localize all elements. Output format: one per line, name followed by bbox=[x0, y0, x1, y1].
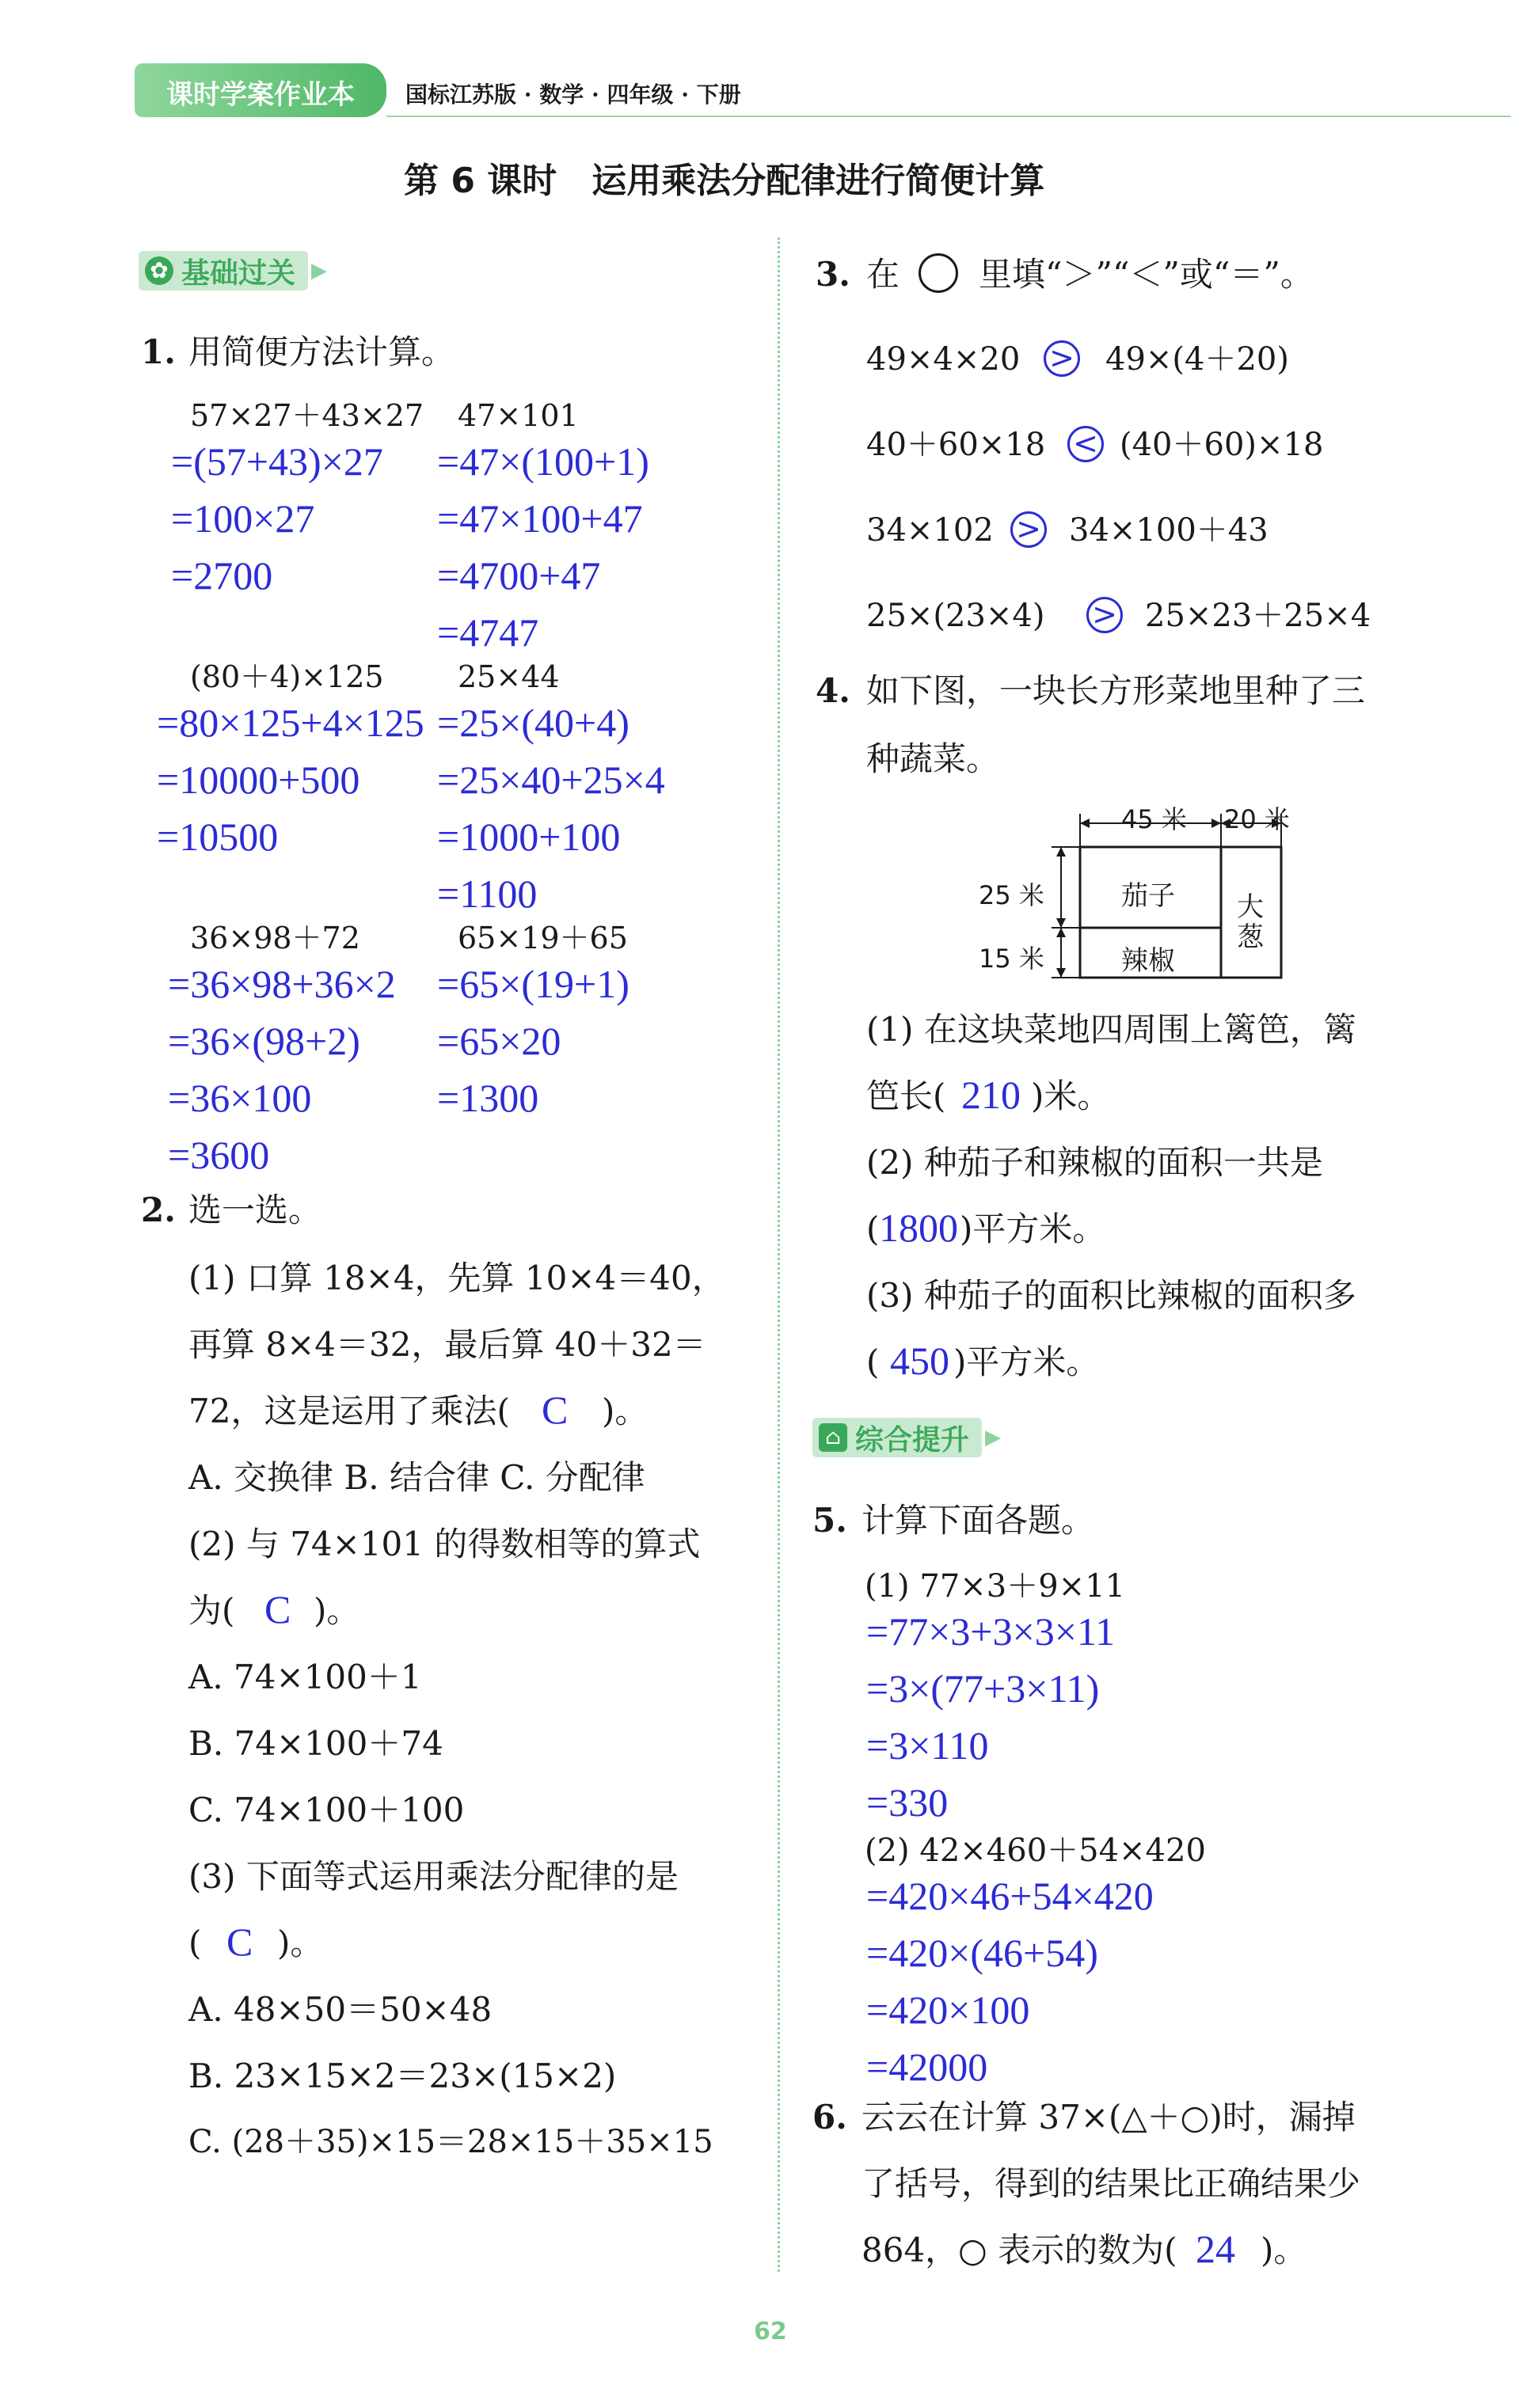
q1-item1-expr: 57×27＋43×27 bbox=[190, 398, 424, 433]
q5-p2-step3: =420×100 bbox=[866, 1988, 1030, 2032]
q1-item4-step2: =25×40+25×4 bbox=[437, 758, 665, 802]
q2-p1-options: A. 交换律 B. 结合律 C. 分配律 bbox=[188, 1458, 645, 1497]
q5-p1-step1: =77×3+3×3×11 bbox=[866, 1609, 1116, 1654]
page-number: 62 bbox=[754, 2318, 787, 2345]
chevron-right-icon: ▶ bbox=[985, 1426, 1002, 1449]
q1-item3-expr: (80＋4)×125 bbox=[190, 659, 384, 694]
q2-number: 2. bbox=[141, 1191, 176, 1229]
q3-text-a: 在 bbox=[866, 255, 900, 294]
q6-tail: )。 bbox=[1261, 2231, 1307, 2269]
q4-number: 4. bbox=[816, 671, 850, 710]
fig-cell-scallion-a: 大 bbox=[1237, 891, 1264, 923]
gear-icon: ✿ bbox=[145, 256, 173, 285]
q1-item5-step3: =36×100 bbox=[168, 1076, 312, 1120]
fig-cell-scallion-b: 葱 bbox=[1237, 921, 1264, 953]
q3-row4-right: 25×23＋25×4 bbox=[1145, 598, 1371, 634]
q1-item3-step1: =80×125+4×125 bbox=[157, 701, 424, 745]
q1-item2-step2: =47×100+47 bbox=[437, 496, 643, 541]
q2-p2-option-c: C. 74×100＋100 bbox=[188, 1791, 465, 1829]
q6-line2: 了括号，得到的结果比正确结果少 bbox=[861, 2164, 1361, 2203]
page-title: 第 6 课时 运用乘法分配律进行简便计算 bbox=[404, 161, 1045, 201]
q1-item2-step4: =4747 bbox=[437, 610, 539, 655]
fig-label-15m: 15 米 bbox=[979, 944, 1044, 974]
column-divider bbox=[778, 237, 780, 2272]
q4-p1-line2: 笆长( bbox=[866, 1077, 946, 1115]
q1-text: 用简便方法计算。 bbox=[188, 332, 455, 371]
fig-label-45m: 45 米 bbox=[1121, 804, 1187, 834]
q4-p2-open: ( bbox=[866, 1210, 880, 1248]
q3-row2-sign: < bbox=[1067, 426, 1104, 462]
garden-figure bbox=[979, 800, 1314, 989]
q1-item6-step2: =65×20 bbox=[437, 1019, 561, 1063]
q6-line1: 云云在计算 37×(△＋○)时，漏掉 bbox=[861, 2098, 1356, 2136]
q5-p2: (2) 42×460＋54×420 bbox=[865, 1833, 1206, 1869]
q1-item1-step3: =2700 bbox=[171, 553, 273, 598]
header-badge-text: 课时学案作业本 bbox=[166, 79, 355, 111]
q5-text: 计算下面各题。 bbox=[861, 1501, 1095, 1540]
q4-p3-open: ( bbox=[866, 1343, 880, 1381]
q4-p1-answer: 210 bbox=[961, 1073, 1021, 1117]
q4-line1: 如下图，一块长方形菜地里种了三 bbox=[866, 671, 1366, 710]
q2-p3-option-b: B. 23×15×2＝23×(15×2) bbox=[188, 2057, 617, 2095]
q3-row1-right: 49×(4＋20) bbox=[1105, 341, 1289, 378]
fig-cell-pepper: 辣椒 bbox=[1121, 945, 1175, 977]
house-icon: ⌂ bbox=[819, 1423, 847, 1452]
q5-p1-step2: =3×(77+3×11) bbox=[866, 1666, 1100, 1711]
q4-p2-tail: )平方米。 bbox=[960, 1210, 1106, 1248]
q2-p3-option-a: A. 48×50＝50×48 bbox=[188, 1990, 493, 2029]
q4-p3-line1: (3) 种茄子的面积比辣椒的面积多 bbox=[866, 1276, 1356, 1315]
q4-p2-line1: (2) 种茄子和辣椒的面积一共是 bbox=[866, 1143, 1323, 1182]
q2-p2-tail: )。 bbox=[314, 1591, 360, 1630]
q2-p2-option-a: A. 74×100＋1 bbox=[188, 1658, 422, 1696]
q1-item6-step3: =1300 bbox=[437, 1076, 539, 1120]
q3-row3-sign: > bbox=[1010, 511, 1047, 548]
q3-row1-left: 49×4×20 bbox=[866, 341, 1021, 378]
q2-p3-open: ( bbox=[188, 1924, 202, 1962]
q2-p3-option-c: C. (28＋35)×15＝28×15＋35×15 bbox=[188, 2124, 713, 2160]
q5-number: 5. bbox=[812, 1501, 847, 1540]
chevron-right-icon: ▶ bbox=[311, 259, 328, 283]
q5-p1: (1) 77×3＋9×11 bbox=[865, 1568, 1126, 1605]
q1-item5-step2: =36×(98+2) bbox=[168, 1019, 360, 1063]
section-advanced bbox=[812, 1419, 1001, 1457]
section-advanced-label: 综合提升 bbox=[855, 1423, 970, 1457]
q3-row3-left: 34×102 bbox=[866, 512, 994, 549]
q2-p3-line: (3) 下面等式运用乘法分配律的是 bbox=[188, 1857, 679, 1896]
blank-circle-icon bbox=[919, 253, 958, 293]
q3-row1-sign: > bbox=[1044, 340, 1080, 377]
q4-p1-line1: (1) 在这块菜地四周围上篱笆，篱 bbox=[866, 1010, 1356, 1049]
q2-p1-line3: 72，这是运用了乘法( bbox=[188, 1392, 510, 1430]
q5-p1-step4: =330 bbox=[866, 1780, 949, 1825]
q2-p3-answer: C bbox=[226, 1920, 253, 1964]
q5-p2-step4: =42000 bbox=[866, 2045, 988, 2089]
q1-number: 1. bbox=[141, 332, 176, 371]
q1-item2-expr: 47×101 bbox=[458, 398, 579, 433]
q4-p2-answer: 1800 bbox=[879, 1206, 958, 1250]
q4-line2: 种蔬菜。 bbox=[866, 739, 1000, 778]
header-series: 国标江苏版 · 数学 · 四年级 · 下册 bbox=[405, 82, 741, 108]
q1-item5-step1: =36×98+36×2 bbox=[168, 962, 396, 1006]
section-basic-label: 基础过关 bbox=[181, 256, 296, 290]
q2-p1-answer: C bbox=[542, 1388, 569, 1432]
q1-item6-step1: =65×(19+1) bbox=[437, 962, 629, 1006]
q2-p1-line1: (1) 口算 18×4，先算 10×4＝40， bbox=[188, 1259, 725, 1297]
q6-answer: 24 bbox=[1196, 2227, 1235, 2271]
q2-p2-answer: C bbox=[264, 1587, 291, 1631]
q3-text-b: 里填“＞”“＜”或“＝”。 bbox=[979, 255, 1314, 294]
q1-item3-step2: =10000+500 bbox=[157, 758, 360, 802]
q2-p1-line2: 再算 8×4＝32，最后算 40＋32＝ bbox=[188, 1325, 706, 1364]
q3-row4-left: 25×(23×4) bbox=[866, 598, 1045, 634]
q3-row2-left: 40＋60×18 bbox=[866, 427, 1046, 463]
section-basic bbox=[139, 252, 327, 290]
q5-p1-step3: =3×110 bbox=[866, 1723, 989, 1768]
q2-p3-tail: )。 bbox=[277, 1924, 324, 1962]
q1-item3-step3: =10500 bbox=[157, 815, 279, 859]
q2-p2-line1: (2) 与 74×101 的得数相等的算式 bbox=[188, 1525, 701, 1563]
q1-item5-step4: =3600 bbox=[168, 1133, 270, 1177]
q1-item4-step4: =1100 bbox=[437, 872, 538, 916]
q4-p1-tail: )米。 bbox=[1031, 1077, 1111, 1115]
q2-p2-line2: 为( bbox=[188, 1591, 235, 1630]
q1-item6-expr: 65×19＋65 bbox=[458, 921, 628, 955]
q4-p3-tail: )平方米。 bbox=[953, 1343, 1100, 1381]
q1-item4-expr: 25×44 bbox=[458, 659, 560, 694]
q5-p2-step2: =420×(46+54) bbox=[866, 1931, 1098, 1975]
q2-p1-tail: )。 bbox=[602, 1392, 648, 1430]
q6-number: 6. bbox=[812, 2098, 847, 2136]
q3-number: 3. bbox=[816, 255, 850, 294]
q1-item1-step1: =(57+43)×27 bbox=[171, 439, 383, 484]
q5-p2-step1: =420×46+54×420 bbox=[866, 1874, 1154, 1918]
q3-row4-sign: > bbox=[1086, 597, 1123, 633]
fig-label-25m: 25 米 bbox=[979, 880, 1044, 910]
q1-item2-step3: =4700+47 bbox=[437, 553, 601, 598]
q1-item1-step2: =100×27 bbox=[171, 496, 315, 541]
q6-line3: 864，○ 表示的数为( bbox=[861, 2231, 1177, 2269]
header-rule bbox=[386, 116, 1511, 117]
q4-p3-answer: 450 bbox=[890, 1339, 949, 1383]
q1-item4-step1: =25×(40+4) bbox=[437, 701, 629, 745]
fig-label-20m: 20 米 bbox=[1224, 804, 1290, 834]
q3-row2-right: (40＋60)×18 bbox=[1120, 427, 1324, 463]
q1-item5-expr: 36×98＋72 bbox=[190, 921, 360, 955]
q1-item4-step3: =1000+100 bbox=[437, 815, 621, 859]
q1-item2-step1: =47×(100+1) bbox=[437, 439, 649, 484]
q3-row3-right: 34×100＋43 bbox=[1069, 512, 1268, 549]
fig-cell-eggplant: 茄子 bbox=[1121, 880, 1175, 912]
q2-text: 选一选。 bbox=[188, 1191, 322, 1229]
q2-p2-option-b: B. 74×100＋74 bbox=[188, 1724, 443, 1763]
